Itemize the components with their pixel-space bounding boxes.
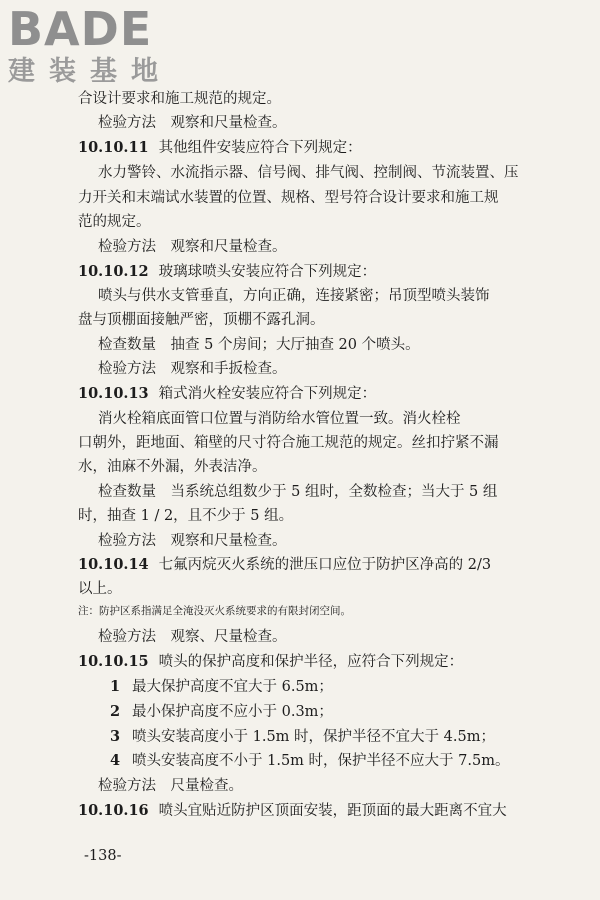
list-item-number: 4 <box>110 752 121 769</box>
body-line: 口朝外，距地面、箱壁的尺寸符合施工规范的规定。丝扣拧紧不漏 <box>78 435 499 451</box>
inspection-quantity-line: 检查数量 当系统总组数少于 5 组时，全数检查；当大于 5 组 <box>98 484 498 500</box>
inspection-method-line: 检验方法 观察和手扳检查。 <box>98 361 287 377</box>
inspection-method-line: 检验方法 观察和尺量检查。 <box>98 239 287 255</box>
body-line: 消火栓箱底面管口位置与消防给水管位置一致。消火栓栓 <box>98 411 461 427</box>
clause-text: 其他组件安装应符合下列规定： <box>158 140 362 156</box>
page-number: -138- <box>84 848 122 864</box>
list-item-number: 1 <box>110 678 121 695</box>
body-line: 水，油麻不外漏，外表洁净。 <box>78 459 267 475</box>
body-line: 时，抽查 1 / 2，且不少于 5 组。 <box>78 508 294 524</box>
list-item-text: 最小保护高度不应小于 0.3m； <box>132 704 333 720</box>
watermark-brand: BADE <box>8 2 153 56</box>
inspection-method-line: 检验方法 观察、尺量检查。 <box>98 629 287 645</box>
clause-heading <box>0 800 600 822</box>
clause-text: 喷头的保护高度和保护半径，应符合下列规定： <box>158 654 464 670</box>
clause-heading <box>0 651 600 673</box>
list-item <box>0 676 600 698</box>
clause-heading <box>0 554 600 576</box>
clause-number: 10.10.14 <box>78 556 149 573</box>
clause-heading <box>0 261 600 283</box>
list-item-text: 最大保护高度不宜大于 6.5m； <box>132 679 333 695</box>
list-item <box>0 726 600 748</box>
body-line: 以上。 <box>78 581 122 597</box>
clause-text: 玻璃球喷头安装应符合下列规定： <box>158 264 377 280</box>
list-item-number: 2 <box>110 703 121 720</box>
list-item-number: 3 <box>110 728 121 745</box>
list-item-text: 喷头安装高度小于 1.5m 时，保护半径不宜大于 4.5m； <box>132 729 495 745</box>
list-item <box>0 701 600 723</box>
list-item <box>0 750 600 772</box>
body-line: 范的规定。 <box>78 214 151 230</box>
watermark-subtitle: 建装基地 <box>8 56 172 87</box>
inspection-method-line: 检验方法 观察和尺量检查。 <box>98 533 287 549</box>
body-line: 盘与顶棚面接触严密，顶棚不露孔洞。 <box>78 312 325 328</box>
clause-heading <box>0 137 600 159</box>
inspection-quantity-line: 检查数量 抽查 5 个房间；大厅抽查 20 个喷头。 <box>98 337 420 353</box>
clause-number: 10.10.11 <box>78 139 149 156</box>
clause-text: 箱式消火栓安装应符合下列规定： <box>158 386 377 402</box>
body-line: 水力警铃、水流指示器、信号阀、排气阀、控制阀、节流装置、压 <box>98 165 519 181</box>
body-line: 力开关和末端试水装置的位置、规格、型号符合设计要求和施工规 <box>78 190 499 206</box>
inspection-method-line: 检验方法 观察和尺量检查。 <box>98 115 287 131</box>
body-line: 合设计要求和施工规范的规定。 <box>78 91 281 107</box>
body-line: 喷头与供水支管垂直，方向正确，连接紧密；吊顶型喷头装饰 <box>98 288 490 304</box>
clause-text: 七氟丙烷灭火系统的泄压口应位于防护区净高的 2/3 <box>158 557 492 573</box>
clause-number: 10.10.16 <box>78 802 149 819</box>
inspection-method-line: 检验方法 尺量检查。 <box>98 778 243 794</box>
clause-number: 10.10.13 <box>78 385 149 402</box>
clause-text: 喷头宜贴近防护区顶面安装，距顶面的最大距离不宜大 <box>158 803 507 819</box>
clause-heading <box>0 383 600 405</box>
note-line: 注：防护区系指满足全淹没灭火系统要求的有限封闭空间。 <box>78 605 351 617</box>
clause-number: 10.10.12 <box>78 263 149 280</box>
clause-number: 10.10.15 <box>78 653 149 670</box>
list-item-text: 喷头安装高度不小于 1.5m 时，保护半径不应大于 7.5m。 <box>132 753 510 769</box>
